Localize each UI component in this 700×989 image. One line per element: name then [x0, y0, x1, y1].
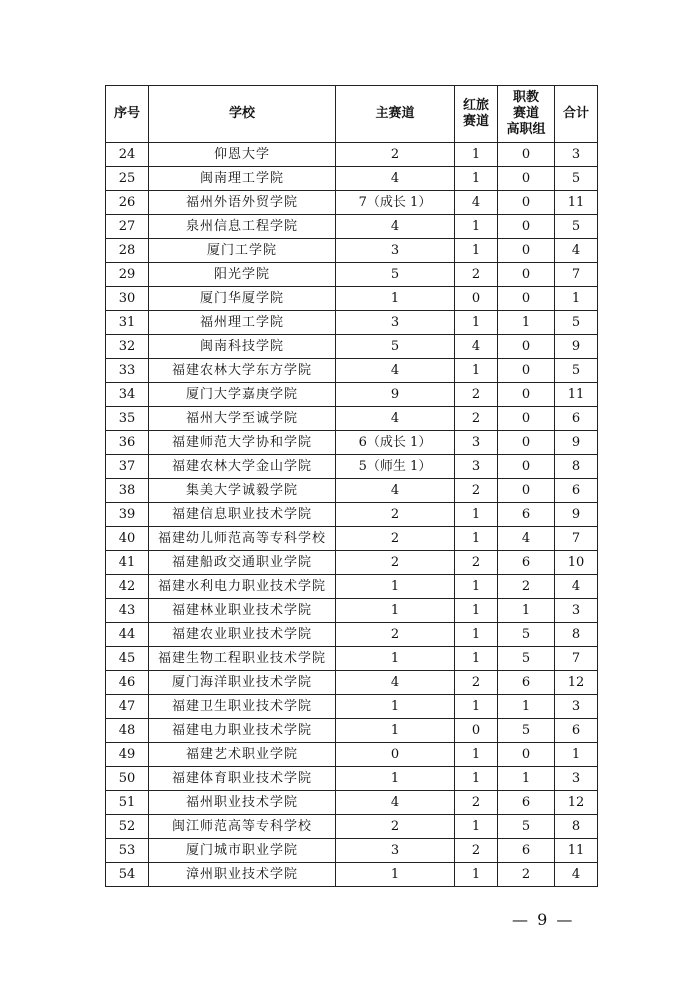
table-body	[106, 143, 598, 887]
cell-vocational-track: 0	[498, 239, 555, 263]
cell-total: 4	[555, 575, 598, 599]
cell-main-track: 5	[336, 335, 455, 359]
cell-school: 福建信息职业技术学院	[149, 503, 336, 527]
cell-school: 福建卫生职业技术学院	[149, 695, 336, 719]
cell-red-track: 2	[455, 671, 498, 695]
cell-total: 6	[555, 479, 598, 503]
cell-index: 46	[106, 671, 149, 695]
cell-main-track: 1	[336, 719, 455, 743]
cell-vocational-track: 5	[498, 815, 555, 839]
cell-school: 福建体育职业技术学院	[149, 767, 336, 791]
cell-index: 39	[106, 503, 149, 527]
cell-school: 闽南理工学院	[149, 167, 336, 191]
cell-school: 福州大学至诚学院	[149, 407, 336, 431]
cell-total: 11	[555, 839, 598, 863]
cell-index: 45	[106, 647, 149, 671]
cell-index: 31	[106, 311, 149, 335]
header-red-line2: 赛道	[462, 114, 489, 129]
header-total: 合计	[555, 86, 598, 143]
cell-main-track: 6（成长 1）	[336, 431, 455, 455]
cell-red-track: 1	[455, 527, 498, 551]
table-row	[106, 815, 598, 839]
table-row	[106, 839, 598, 863]
cell-vocational-track: 6	[498, 503, 555, 527]
cell-vocational-track: 6	[498, 839, 555, 863]
cell-red-track: 1	[455, 359, 498, 383]
table-row	[106, 239, 598, 263]
cell-main-track: 3	[336, 839, 455, 863]
cell-index: 36	[106, 431, 149, 455]
cell-total: 7	[555, 263, 598, 287]
table-row	[106, 671, 598, 695]
cell-red-track: 2	[455, 839, 498, 863]
cell-total: 5	[555, 215, 598, 239]
cell-vocational-track: 6	[498, 551, 555, 575]
cell-index: 28	[106, 239, 149, 263]
cell-main-track: 2	[336, 623, 455, 647]
cell-vocational-track: 0	[498, 287, 555, 311]
cell-total: 12	[555, 671, 598, 695]
cell-vocational-track: 1	[498, 767, 555, 791]
table-row	[106, 575, 598, 599]
cell-vocational-track: 0	[498, 215, 555, 239]
cell-main-track: 1	[336, 863, 455, 887]
cell-vocational-track: 0	[498, 431, 555, 455]
header-vocational-line1: 职教	[512, 90, 539, 105]
cell-total: 4	[555, 863, 598, 887]
cell-vocational-track: 0	[498, 167, 555, 191]
cell-main-track: 4	[336, 671, 455, 695]
cell-total: 5	[555, 311, 598, 335]
cell-main-track: 2	[336, 503, 455, 527]
cell-school: 阳光学院	[149, 263, 336, 287]
cell-school: 福建生物工程职业技术学院	[149, 647, 336, 671]
table-row	[106, 791, 598, 815]
cell-red-track: 1	[455, 743, 498, 767]
cell-total: 8	[555, 455, 598, 479]
page-number: — 9 —	[512, 910, 575, 929]
header-school: 学校	[149, 86, 336, 143]
cell-index: 50	[106, 767, 149, 791]
header-red-line1: 红旅	[462, 98, 489, 113]
cell-red-track: 1	[455, 167, 498, 191]
cell-main-track: 1	[336, 647, 455, 671]
cell-vocational-track: 0	[498, 743, 555, 767]
cell-vocational-track: 0	[498, 263, 555, 287]
cell-total: 9	[555, 335, 598, 359]
table-row	[106, 623, 598, 647]
cell-index: 47	[106, 695, 149, 719]
cell-vocational-track: 5	[498, 623, 555, 647]
table-row	[106, 311, 598, 335]
table-row	[106, 647, 598, 671]
table-row	[106, 863, 598, 887]
cell-main-track: 1	[336, 599, 455, 623]
table-row	[106, 143, 598, 167]
table-row	[106, 455, 598, 479]
table-row	[106, 335, 598, 359]
cell-index: 53	[106, 839, 149, 863]
cell-main-track: 9	[336, 383, 455, 407]
cell-vocational-track: 1	[498, 311, 555, 335]
cell-vocational-track: 0	[498, 335, 555, 359]
cell-red-track: 0	[455, 719, 498, 743]
table-row	[106, 551, 598, 575]
cell-index: 48	[106, 719, 149, 743]
cell-vocational-track: 5	[498, 647, 555, 671]
cell-main-track: 2	[336, 143, 455, 167]
cell-vocational-track: 0	[498, 383, 555, 407]
cell-school: 福州外语外贸学院	[149, 191, 336, 215]
cell-index: 37	[106, 455, 149, 479]
cell-vocational-track: 0	[498, 455, 555, 479]
cell-red-track: 1	[455, 815, 498, 839]
cell-red-track: 1	[455, 599, 498, 623]
cell-main-track: 4	[336, 167, 455, 191]
cell-main-track: 5（师生 1）	[336, 455, 455, 479]
cell-index: 40	[106, 527, 149, 551]
cell-main-track: 7（成长 1）	[336, 191, 455, 215]
cell-index: 33	[106, 359, 149, 383]
school-quota-table	[105, 85, 598, 887]
cell-total: 6	[555, 719, 598, 743]
cell-school: 漳州职业技术学院	[149, 863, 336, 887]
table-row	[106, 191, 598, 215]
cell-red-track: 2	[455, 791, 498, 815]
cell-total: 10	[555, 551, 598, 575]
cell-vocational-track: 0	[498, 359, 555, 383]
cell-total: 1	[555, 743, 598, 767]
table-row	[106, 215, 598, 239]
cell-index: 44	[106, 623, 149, 647]
cell-main-track: 1	[336, 695, 455, 719]
table-row	[106, 743, 598, 767]
cell-red-track: 4	[455, 335, 498, 359]
cell-index: 32	[106, 335, 149, 359]
cell-index: 42	[106, 575, 149, 599]
cell-red-track: 1	[455, 239, 498, 263]
cell-vocational-track: 1	[498, 599, 555, 623]
cell-vocational-track: 0	[498, 407, 555, 431]
cell-school: 厦门城市职业学院	[149, 839, 336, 863]
cell-school: 厦门海洋职业技术学院	[149, 671, 336, 695]
table-row	[106, 599, 598, 623]
cell-school: 福建电力职业技术学院	[149, 719, 336, 743]
header-vocational-line3: 高职组	[506, 122, 546, 137]
cell-school: 福建船政交通职业学院	[149, 551, 336, 575]
cell-school: 福建林业职业技术学院	[149, 599, 336, 623]
table-row	[106, 383, 598, 407]
cell-vocational-track: 0	[498, 479, 555, 503]
cell-main-track: 4	[336, 479, 455, 503]
cell-main-track: 1	[336, 767, 455, 791]
cell-main-track: 1	[336, 575, 455, 599]
cell-red-track: 4	[455, 191, 498, 215]
cell-school: 厦门大学嘉庚学院	[149, 383, 336, 407]
cell-red-track: 1	[455, 311, 498, 335]
cell-red-track: 1	[455, 767, 498, 791]
table-row	[106, 695, 598, 719]
table-row	[106, 767, 598, 791]
cell-index: 30	[106, 287, 149, 311]
cell-school: 福建幼儿师范高等专科学校	[149, 527, 336, 551]
cell-total: 3	[555, 695, 598, 719]
table-row	[106, 167, 598, 191]
cell-index: 24	[106, 143, 149, 167]
cell-total: 9	[555, 431, 598, 455]
cell-main-track: 4	[336, 215, 455, 239]
cell-school: 闽南科技学院	[149, 335, 336, 359]
cell-main-track: 0	[336, 743, 455, 767]
table-row	[106, 479, 598, 503]
cell-vocational-track: 6	[498, 791, 555, 815]
cell-index: 38	[106, 479, 149, 503]
cell-school: 福建农林大学东方学院	[149, 359, 336, 383]
cell-red-track: 1	[455, 215, 498, 239]
cell-vocational-track: 0	[498, 143, 555, 167]
cell-red-track: 2	[455, 551, 498, 575]
cell-total: 5	[555, 359, 598, 383]
cell-school: 福建农林大学金山学院	[149, 455, 336, 479]
cell-vocational-track: 0	[498, 191, 555, 215]
cell-main-track: 2	[336, 527, 455, 551]
cell-main-track: 4	[336, 407, 455, 431]
cell-main-track: 4	[336, 791, 455, 815]
cell-red-track: 3	[455, 431, 498, 455]
cell-total: 7	[555, 647, 598, 671]
cell-total: 1	[555, 287, 598, 311]
cell-total: 11	[555, 383, 598, 407]
table-header-row	[106, 86, 598, 143]
cell-school: 福建水利电力职业技术学院	[149, 575, 336, 599]
table-row	[106, 527, 598, 551]
cell-vocational-track: 1	[498, 695, 555, 719]
cell-main-track: 3	[336, 239, 455, 263]
cell-total: 9	[555, 503, 598, 527]
table-row	[106, 287, 598, 311]
header-vocational-track	[498, 86, 555, 143]
header-red-track	[455, 86, 498, 143]
cell-red-track: 2	[455, 263, 498, 287]
cell-red-track: 1	[455, 623, 498, 647]
cell-school: 集美大学诚毅学院	[149, 479, 336, 503]
cell-total: 7	[555, 527, 598, 551]
cell-index: 27	[106, 215, 149, 239]
cell-total: 6	[555, 407, 598, 431]
cell-red-track: 1	[455, 647, 498, 671]
table-row	[106, 503, 598, 527]
cell-index: 34	[106, 383, 149, 407]
cell-total: 8	[555, 623, 598, 647]
cell-index: 26	[106, 191, 149, 215]
cell-index: 41	[106, 551, 149, 575]
header-main-track: 主赛道	[336, 86, 455, 143]
cell-school: 福州理工学院	[149, 311, 336, 335]
cell-red-track: 1	[455, 863, 498, 887]
cell-school: 福州职业技术学院	[149, 791, 336, 815]
header-index: 序号	[106, 86, 149, 143]
cell-total: 8	[555, 815, 598, 839]
cell-main-track: 1	[336, 287, 455, 311]
cell-red-track: 3	[455, 455, 498, 479]
table-row	[106, 431, 598, 455]
cell-main-track: 4	[336, 359, 455, 383]
cell-red-track: 2	[455, 479, 498, 503]
cell-main-track: 2	[336, 551, 455, 575]
cell-total: 12	[555, 791, 598, 815]
cell-total: 3	[555, 767, 598, 791]
cell-main-track: 2	[336, 815, 455, 839]
cell-index: 29	[106, 263, 149, 287]
cell-main-track: 5	[336, 263, 455, 287]
cell-main-track: 3	[336, 311, 455, 335]
cell-total: 5	[555, 167, 598, 191]
cell-index: 43	[106, 599, 149, 623]
cell-total: 3	[555, 143, 598, 167]
cell-red-track: 1	[455, 503, 498, 527]
cell-red-track: 1	[455, 143, 498, 167]
table-row	[106, 263, 598, 287]
cell-vocational-track: 5	[498, 719, 555, 743]
cell-vocational-track: 6	[498, 671, 555, 695]
cell-index: 54	[106, 863, 149, 887]
cell-school: 福建艺术职业学院	[149, 743, 336, 767]
cell-school: 福建农业职业技术学院	[149, 623, 336, 647]
table-row	[106, 407, 598, 431]
cell-vocational-track: 4	[498, 527, 555, 551]
cell-red-track: 2	[455, 407, 498, 431]
cell-total: 3	[555, 599, 598, 623]
cell-red-track: 2	[455, 383, 498, 407]
table-row	[106, 359, 598, 383]
cell-school: 仰恩大学	[149, 143, 336, 167]
cell-index: 35	[106, 407, 149, 431]
cell-index: 52	[106, 815, 149, 839]
cell-red-track: 1	[455, 695, 498, 719]
cell-red-track: 1	[455, 575, 498, 599]
cell-index: 25	[106, 167, 149, 191]
cell-school: 厦门华厦学院	[149, 287, 336, 311]
cell-school: 福建师范大学协和学院	[149, 431, 336, 455]
cell-total: 11	[555, 191, 598, 215]
cell-vocational-track: 2	[498, 863, 555, 887]
cell-vocational-track: 2	[498, 575, 555, 599]
cell-index: 49	[106, 743, 149, 767]
cell-school: 闽江师范高等专科学校	[149, 815, 336, 839]
table-row	[106, 719, 598, 743]
cell-red-track: 0	[455, 287, 498, 311]
cell-school: 厦门工学院	[149, 239, 336, 263]
cell-school: 泉州信息工程学院	[149, 215, 336, 239]
cell-total: 4	[555, 239, 598, 263]
cell-index: 51	[106, 791, 149, 815]
header-vocational-line2: 赛道	[512, 106, 539, 121]
